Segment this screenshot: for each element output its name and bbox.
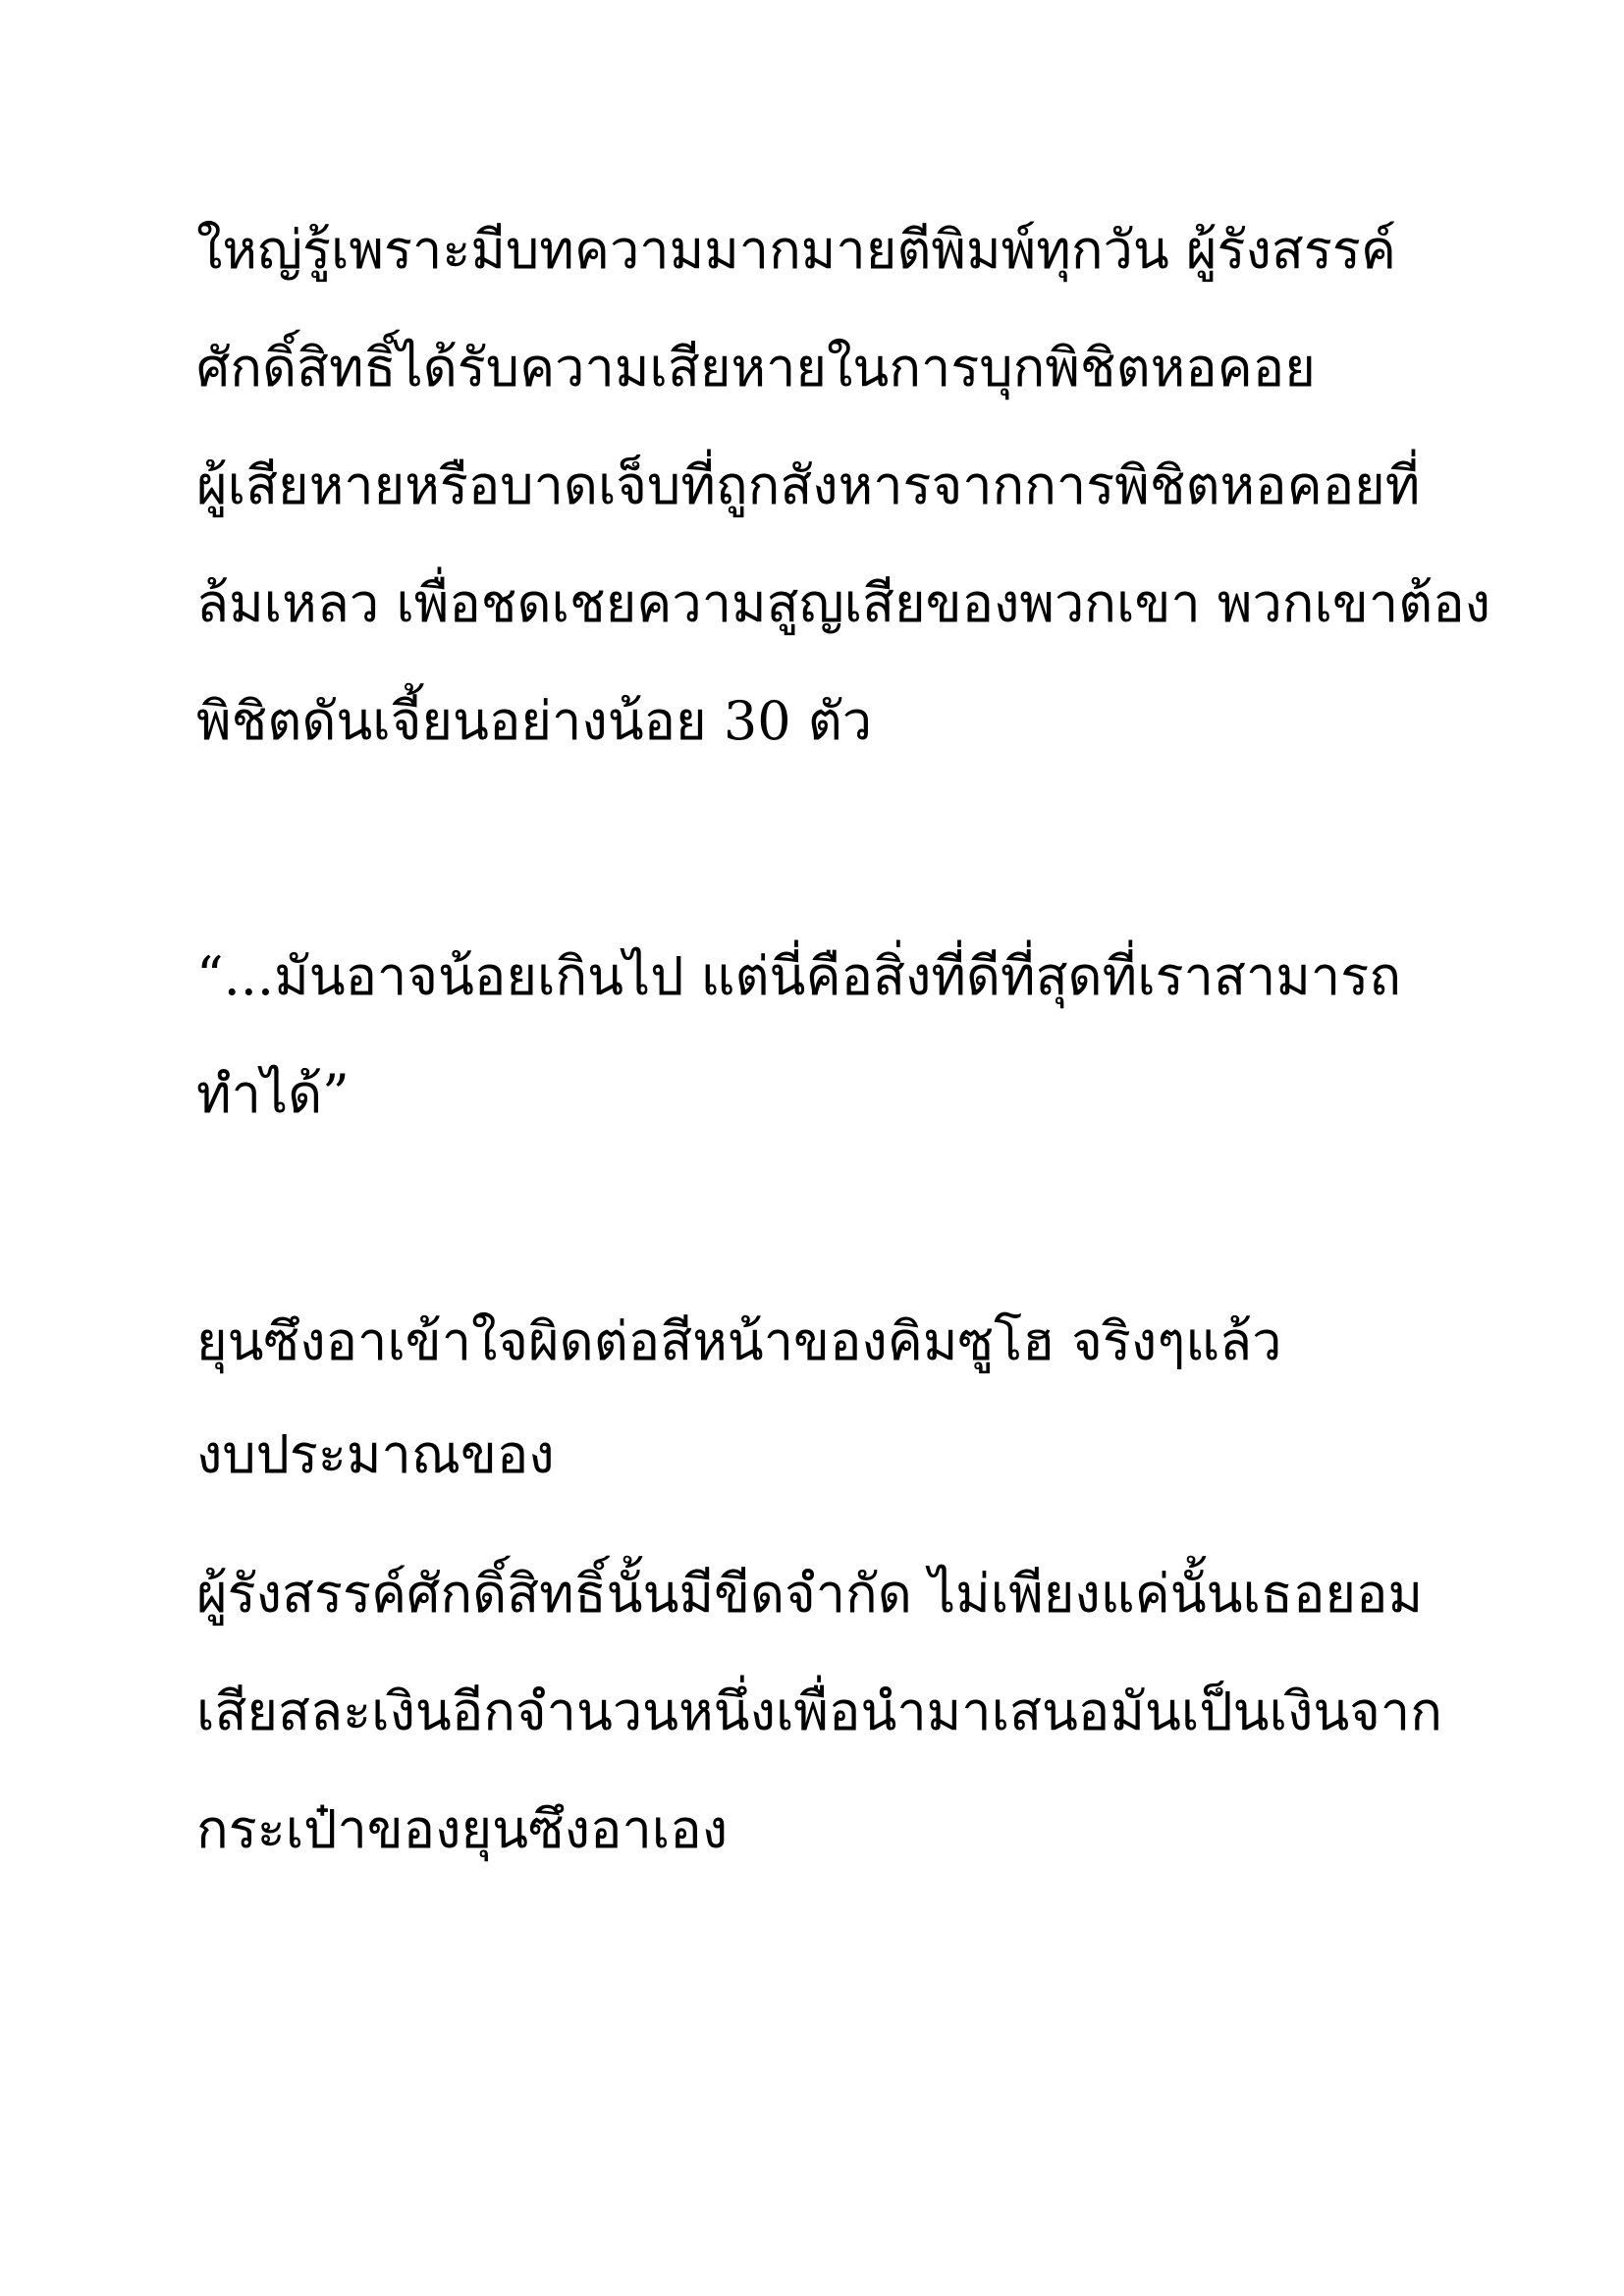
paragraph-1-line-3: ผู้เสียหายหรือบาดเจ็บที่ถูกสังหารจากการพิชิตหอคอยที่ [196, 454, 1421, 516]
paragraph-3-line-5: กระเป๋าของยุนซึงอาเอง [196, 1798, 729, 1860]
paragraph-3-line-3: ผู้รังสรรค์ศักดิ์สิทธิ์นั้นมีขีดจำกัด ไม่เพียงแค่นั้นเธอยอม [196, 1563, 1424, 1625]
paragraph-1-line-4: ล้มเหลว เพื่อชดเชยความสูญเสียของพวกเขา พวกเขาต้อง [196, 572, 1491, 634]
paragraph-2-line-2: ทำได้” [196, 1063, 350, 1125]
paragraph-1-line-2: ศักดิ์สิทธิ์ได้รับความเสียหายในการบุกพิชิตหอคอย [196, 337, 1316, 399]
paragraph-1-line-1: ใหญ่รู้เพราะมีบทความมากมายตีพิมพ์ทุกวัน ผู้รังสรรค์ [196, 219, 1397, 281]
paragraph-3-line-1: ยุนซึงอาเข้าใจผิดต่อสีหน้าของคิมซูโฮ จริงๆแล้ว [196, 1310, 1282, 1372]
paragraph-3-line-2: งบประมาณของ [196, 1423, 555, 1485]
paragraph-3-line-4: เสียสละเงินอีกจำนวนหนึ่งเพื่อนำมาเสนอมันเป็นเงินจาก [196, 1681, 1442, 1742]
paragraph-2-line-1: “...มันอาจน้อยเกินไป แต่นี่คือสิ่งที่ดีที่สุดที่เราสามารถ [196, 945, 1401, 1007]
paragraph-1-line-5: พิชิตดันเจี้ยนอย่างน้อย 30 ตัว [196, 690, 873, 752]
